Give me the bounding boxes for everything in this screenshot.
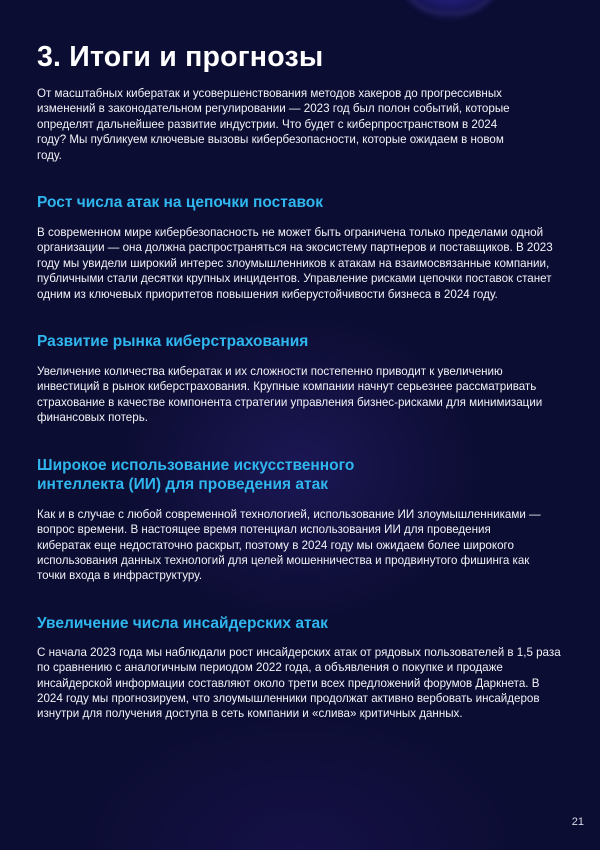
section-body: В современном мире кибербезопасность не может быть ограничена только пределами одной организации — она должна распространяться на экосистему партнеров и поставщиков. В 2023 году мы увидели широкий интерес злоумышленников к атакам на взаимосвязанные компании, публичными стали десятки крупных инцидентов. Управление рисками цепочки поставок станет одним из ключевых приоритетов повышения киберустойчивости бизнеса в 2024 году.: [37, 226, 553, 301]
section-ai-attacks: [37, 456, 567, 584]
decorative-glow-orb: [390, 0, 510, 20]
section-heading: Развитие рынка киберстрахования: [37, 333, 309, 351]
section-body: Увеличение количества кибератак и их сложности постепенно приводит к увеличению инвестиций в рынок киберстрахования. Крупные компании начнут серьезнее рассматривать страхование в качестве компонента стратегии управления бизнес-рисками для минимизации финансовых потерь.: [37, 365, 543, 425]
intro-paragraph: От масштабных кибератак и усовершенствования методов хакеров до прогрессивных изменений в законодательном регулировании — 2023 год был полон событий, которые определят дальнейшее развитие индустрии. Что будет с киберпространством в 2024 году? Мы публикуем ключевые вызовы кибербезопасности, которые ожидаем в новом году.: [37, 87, 510, 162]
section-insider-attacks: [37, 614, 567, 722]
section-heading: Рост числа атак на цепочки поставок: [37, 194, 324, 212]
section-heading: Широкое использование искусственного интеллекта (ИИ) для проведения атак: [37, 456, 355, 493]
section-cyber-insurance: [37, 332, 567, 426]
section-body: Как и в случае с любой современной технологией, использование ИИ злоумышленниками — вопрос времени. В настоящее время потенциал использования ИИ для проведения кибератак еще недостаточно раскрыт, поэтому в 2024 году мы ожидаем более широкого использования данных технологий для целей мошенничества и продвинутого фишинга как точки входа в инфраструктуру.: [37, 507, 541, 583]
page-number: 21: [571, 816, 584, 828]
document-page: [37, 40, 567, 752]
section-heading: Увеличение числа инсайдерских атак: [37, 614, 328, 632]
page-title: 3. Итоги и прогнозы: [37, 41, 324, 73]
section-body: С начала 2023 года мы наблюдали рост инсайдерских атак от рядовых пользователей в 1,5 раза по сравнению с аналогичным периодом 2022 года, а объявления о покупке и продаже инсайдерской информации составляют около трети всех предложений форумов Даркнета. В 2024 году мы прогнозируем, что злоумышленники продолжат активно вербовать инсайдеров изнутри для получения доступа в сеть компании и «слива» критичных данных.: [37, 645, 561, 721]
section-supply-chain: [37, 193, 567, 302]
